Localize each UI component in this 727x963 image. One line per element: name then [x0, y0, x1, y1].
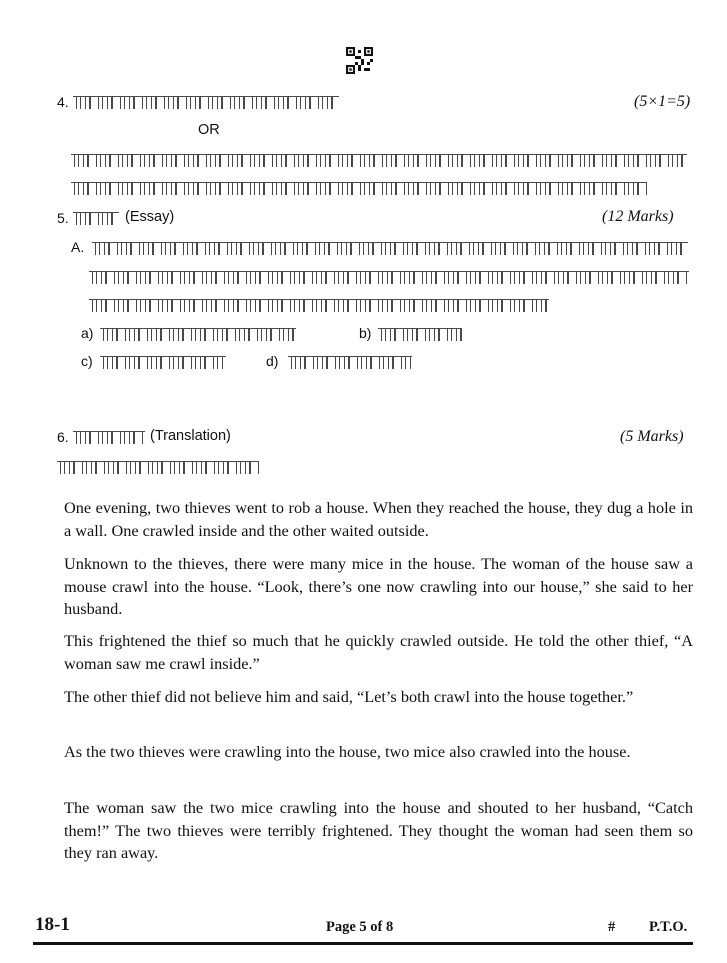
- q5-option-b-letter: b): [359, 325, 372, 341]
- q4-or-label: OR: [198, 122, 220, 138]
- passage-paragraph-1: One evening, two thieves went to rob a house. When they reached the house, they dug a hole in a wall. One crawled inside and the other waited outside.: [64, 498, 693, 540]
- passage-paragraph-4: The other thief did not believe him and said, “Let’s both crawl into the house together.”: [64, 687, 634, 706]
- q4-number: 4.: [57, 94, 69, 110]
- q5-part-a: A.: [71, 239, 85, 255]
- q5-option-a-text: [100, 328, 296, 341]
- footer-rule: [33, 942, 693, 945]
- q5-tibetan-heading: [73, 212, 119, 225]
- q5-marks: (12 Marks): [602, 208, 674, 225]
- q4-alt-tibetan-line-2: [71, 182, 647, 195]
- q6-label: (Translation): [150, 428, 231, 444]
- q5-tibetan-line-3: [89, 299, 549, 312]
- q6-number: 6.: [57, 429, 69, 445]
- page-number: Page 5 of 8: [326, 919, 394, 935]
- q5-number: 5.: [57, 210, 69, 226]
- q6-marks: (5 Marks): [620, 428, 684, 445]
- q5-option-b-text: [378, 328, 462, 341]
- passage-paragraph-2: Unknown to the thieves, there were many mice in the house. The woman of the house saw a mouse crawl into the house. “Look, there’s one now crawling into our house,” she said to her husband.: [64, 554, 693, 618]
- paper-code: 18-1: [35, 914, 70, 935]
- q4-alt-tibetan-line-1: [71, 154, 687, 167]
- passage-paragraph-3: This frightened the thief so much that he quickly crawled outside. He told the other thief, “A woman saw me crawl inside.”: [64, 631, 693, 673]
- q6-tibetan-instruction: [57, 461, 259, 474]
- qr-code-icon: [346, 47, 373, 74]
- q5-option-d-letter: d): [266, 353, 279, 369]
- q4-tibetan-prompt: [73, 96, 339, 109]
- pto-label: P.T.O.: [649, 919, 688, 935]
- q5-option-d-text: [288, 356, 412, 369]
- passage-paragraph-5: As the two thieves were crawling into the house, two mice also crawled into the house.: [64, 742, 631, 761]
- q6-tibetan-heading: [73, 431, 145, 444]
- hash-mark: #: [608, 919, 616, 935]
- q4-marks: (5×1=5): [634, 93, 691, 110]
- q5-label: (Essay): [125, 209, 175, 225]
- passage-paragraph-6: The woman saw the two mice crawling into the house and shouted to her husband, “Catch them!” The two thieves were terribly frightened. They thought the woman had seen them so they ran away.: [64, 798, 693, 862]
- q5-tibetan-line-1: [92, 242, 688, 255]
- q5-option-a-letter: a): [81, 325, 94, 341]
- q5-option-c-text: [100, 356, 226, 369]
- q5-option-c-letter: c): [81, 353, 93, 369]
- q5-tibetan-line-2: [89, 271, 689, 284]
